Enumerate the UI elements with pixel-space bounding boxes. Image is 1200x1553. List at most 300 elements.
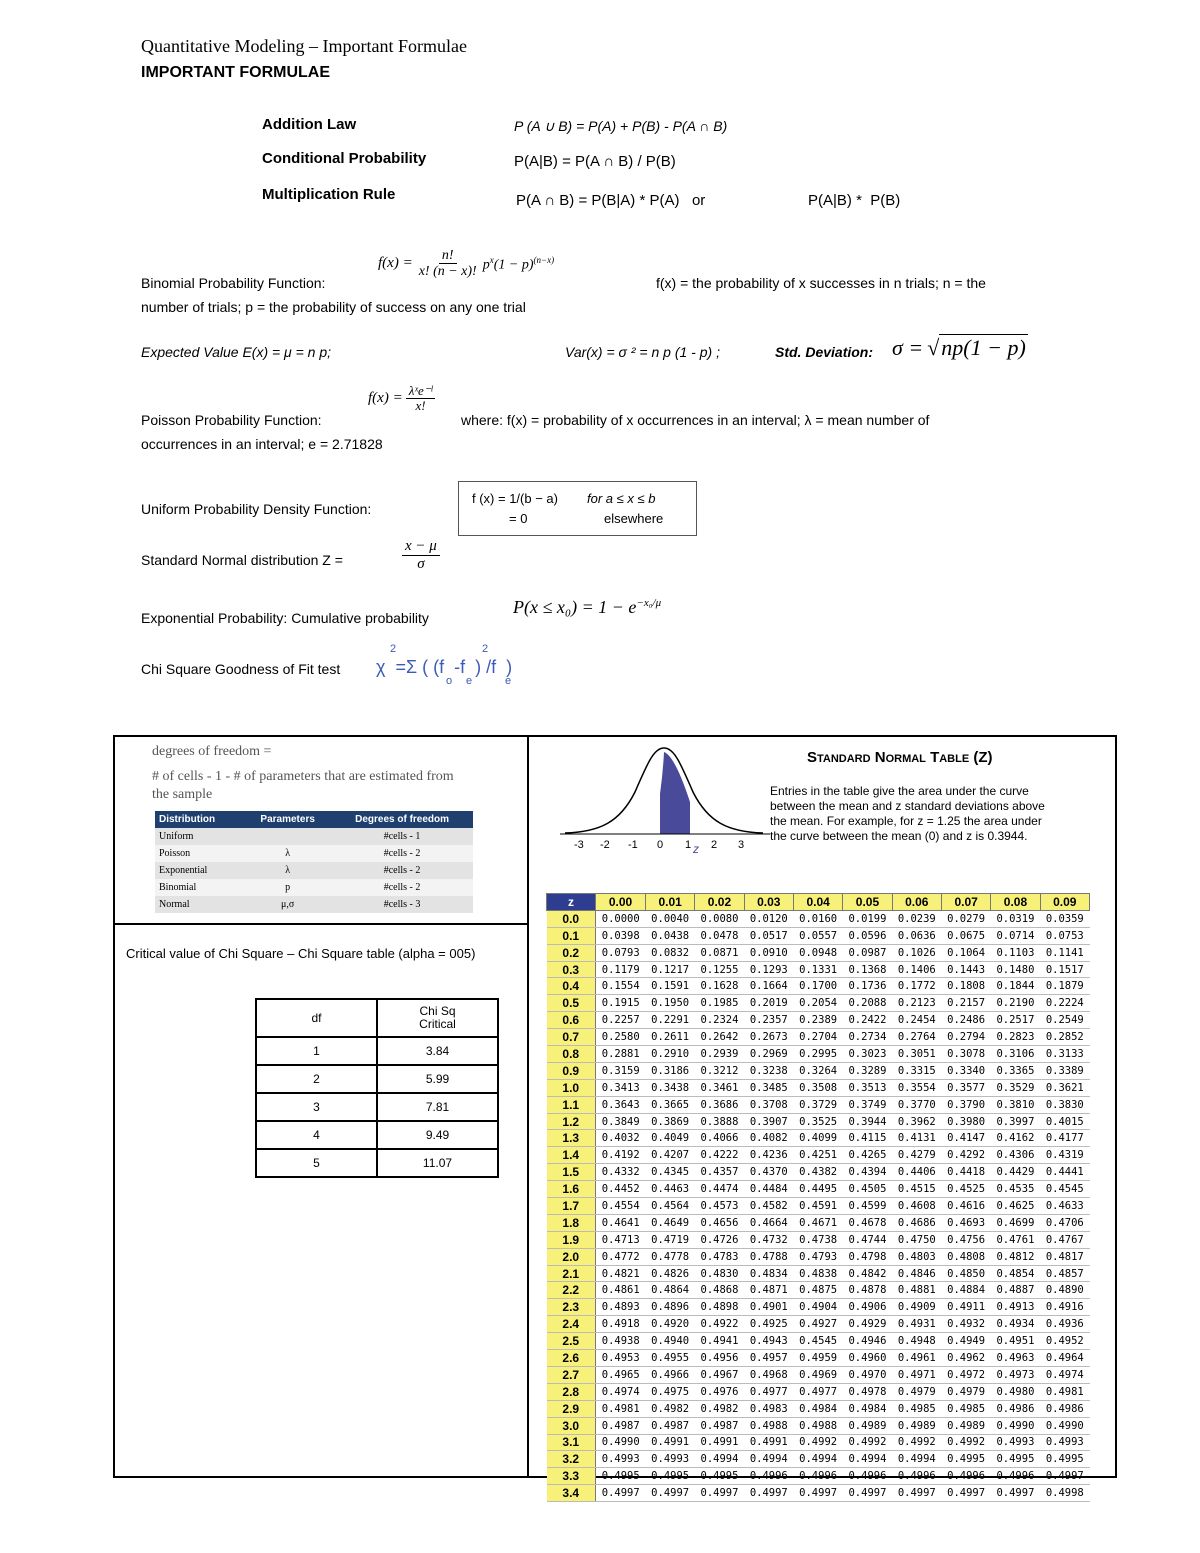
- table-row: [547, 1012, 1090, 1029]
- z-cell: 0.1217: [645, 961, 694, 978]
- z-cell: 0.0478: [695, 927, 744, 944]
- z-cell: 0.4974: [596, 1383, 646, 1400]
- table-row: 3 7.81: [256, 1093, 498, 1121]
- z-cell: 0.4960: [843, 1350, 892, 1367]
- z-cell: 0.4871: [744, 1282, 793, 1299]
- z-cell: 0.4957: [744, 1350, 793, 1367]
- z-cell: 0.2910: [645, 1046, 694, 1063]
- z-cell: 0.2549: [1040, 1012, 1089, 1029]
- chisq-sub-e1: e: [466, 675, 473, 687]
- table-row: 5 11.07: [256, 1149, 498, 1177]
- table-row: [547, 1366, 1090, 1383]
- z-cell: 0.4997: [941, 1485, 990, 1502]
- addition-law-label: Addition Law: [262, 116, 357, 133]
- z-cell: 0.4972: [941, 1366, 990, 1383]
- z-cell: 0.4988: [744, 1417, 793, 1434]
- z-cell: 0.1879: [1040, 978, 1089, 995]
- chisq-sub-o: o: [446, 675, 453, 687]
- z-row-label: 3.1: [547, 1434, 596, 1451]
- z-cell: 0.4878: [843, 1282, 892, 1299]
- z-table: [546, 893, 1090, 1502]
- table-row: [547, 1282, 1090, 1299]
- z-cell: 0.1950: [645, 995, 694, 1012]
- chi-table-header: df Chi Sq Critical: [256, 999, 498, 1037]
- exponential-formula: $P(x \le x_0) = 1 - e^{-x_0/\mu}$: [513, 597, 662, 617]
- z-cell: 0.2995: [793, 1046, 842, 1063]
- z-cell: 0.3159: [596, 1062, 646, 1079]
- z-cell: 0.4925: [744, 1316, 793, 1333]
- z-cell: 0.2054: [793, 995, 842, 1012]
- z-cell: 0.4656: [695, 1214, 744, 1231]
- z-cell: 0.4082: [744, 1130, 793, 1147]
- z-cell: 0.2454: [892, 1012, 941, 1029]
- z-cell: 0.3888: [695, 1113, 744, 1130]
- z-cell: 0.4992: [892, 1434, 941, 1451]
- z-cell: 0.4997: [744, 1485, 793, 1502]
- z-cell: 0.0000: [596, 910, 646, 927]
- z-cell: 0.2611: [645, 1029, 694, 1046]
- table-row: 1 3.84: [256, 1037, 498, 1065]
- z-cell: 0.4693: [941, 1214, 990, 1231]
- table-row: [547, 978, 1090, 995]
- z-cell: 0.4345: [645, 1164, 694, 1181]
- z-cell: 0.4995: [1040, 1451, 1089, 1468]
- z-cell: 0.2291: [645, 1012, 694, 1029]
- z-corner: z: [547, 894, 596, 911]
- z-cell: 0.4994: [744, 1451, 793, 1468]
- z-cell: 0.4429: [991, 1164, 1040, 1181]
- z-cell: 0.4850: [941, 1265, 990, 1282]
- z-cell: 0.4664: [744, 1214, 793, 1231]
- z-cell: 0.4931: [892, 1316, 941, 1333]
- z-cell: 0.4616: [941, 1198, 990, 1215]
- z-cell: 0.0279: [941, 910, 990, 927]
- z-cell: 0.4744: [843, 1231, 892, 1248]
- z-cell: 0.4066: [695, 1130, 744, 1147]
- binomial-label: Binomial Probability Function:: [141, 275, 326, 291]
- z-cell: 0.0832: [645, 944, 694, 961]
- z-cell: 0.1179: [596, 961, 646, 978]
- table-row: [547, 1046, 1090, 1063]
- std-deviation-formula: σ = √ np(1 − p): [892, 334, 1026, 360]
- table-row: 4 9.49: [256, 1121, 498, 1149]
- z-cell: 0.4929: [843, 1316, 892, 1333]
- z-cell: 0.4997: [645, 1485, 694, 1502]
- z-cell: 0.1026: [892, 944, 941, 961]
- z-cell: 0.4922: [695, 1316, 744, 1333]
- z-cell: 0.2422: [843, 1012, 892, 1029]
- z-cell: 0.1293: [744, 961, 793, 978]
- z-cell: 0.4985: [941, 1400, 990, 1417]
- z-cell: 0.3643: [596, 1096, 646, 1113]
- z-cell: 0.3577: [941, 1079, 990, 1096]
- table-row: 2 5.99: [256, 1065, 498, 1093]
- z-cell: 0.4803: [892, 1248, 941, 1265]
- z-row-label: 1.4: [547, 1147, 596, 1164]
- z-cell: 0.4319: [1040, 1147, 1089, 1164]
- z-cell: 0.4985: [892, 1400, 941, 1417]
- dof-line-3: the sample: [152, 787, 213, 802]
- z-cell: 0.4738: [793, 1231, 842, 1248]
- z-row-label: 1.5: [547, 1164, 596, 1181]
- binomial-formula: [378, 248, 554, 280]
- z-row-label: 1.1: [547, 1096, 596, 1113]
- z-cell: 0.1064: [941, 944, 990, 961]
- z-cell: 0.2157: [941, 995, 990, 1012]
- z-cell: 0.3438: [645, 1079, 694, 1096]
- z-cell: 0.4633: [1040, 1198, 1089, 1215]
- z-cell: 0.2734: [843, 1029, 892, 1046]
- z-cell: 0.4554: [596, 1198, 646, 1215]
- z-cell: 0.4906: [843, 1299, 892, 1316]
- z-cell: 0.4761: [991, 1231, 1040, 1248]
- z-cell: 0.4989: [941, 1417, 990, 1434]
- z-row-label: 1.2: [547, 1113, 596, 1130]
- z-cell: 0.4505: [843, 1181, 892, 1198]
- table-row: [547, 1434, 1090, 1451]
- z-cell: 0.4846: [892, 1265, 941, 1282]
- chisq-fit-formula: χ =Σ ( (f -f ) /f ): [376, 657, 513, 677]
- z-cell: 0.4842: [843, 1265, 892, 1282]
- z-row-label: 0.0: [547, 910, 596, 927]
- table-row: [547, 1468, 1090, 1485]
- z-cell: 0.4441: [1040, 1164, 1089, 1181]
- z-cell: 0.4884: [941, 1282, 990, 1299]
- z-row-label: 0.6: [547, 1012, 596, 1029]
- variance: Var(x) = σ ² = n p (1 - p) ;: [565, 344, 720, 360]
- z-cell: 0.3212: [695, 1062, 744, 1079]
- z-cell: 0.4131: [892, 1130, 941, 1147]
- z-cell: 0.3729: [793, 1096, 842, 1113]
- z-cell: 0.0675: [941, 927, 990, 944]
- z-cell: 0.4726: [695, 1231, 744, 1248]
- z-cell: 0.4938: [596, 1333, 646, 1350]
- z-cell: 0.3790: [941, 1096, 990, 1113]
- normal-curve-figure: [560, 742, 770, 854]
- z-cell: 0.4292: [941, 1147, 990, 1164]
- z-cell: 0.3023: [843, 1046, 892, 1063]
- z-cell: 0.3980: [941, 1113, 990, 1130]
- dof-table: [155, 811, 473, 913]
- z-cell: 0.4997: [1040, 1468, 1089, 1485]
- z-cell: 0.0199: [843, 910, 892, 927]
- binomial-tail: $p^x(1 - p)^{(n-x)}$: [482, 254, 555, 273]
- table-row: Exponential λ #cells - 2: [155, 862, 473, 879]
- table-row: Normal μ,σ #cells - 3: [155, 896, 473, 913]
- z-cell: 0.3508: [793, 1079, 842, 1096]
- z-cell: 0.4990: [991, 1417, 1040, 1434]
- z-cell: 0.4963: [991, 1350, 1040, 1367]
- z-row-label: 0.3: [547, 961, 596, 978]
- z-cell: 0.4934: [991, 1316, 1040, 1333]
- z-cell: 0.4994: [892, 1451, 941, 1468]
- z-cell: 0.3513: [843, 1079, 892, 1096]
- z-cell: 0.4474: [695, 1181, 744, 1198]
- panel-divider-horizontal: [115, 923, 527, 925]
- table-row: Binomial p #cells - 2: [155, 879, 473, 896]
- z-cell: 0.4987: [645, 1417, 694, 1434]
- z-cell: 0.4982: [645, 1400, 694, 1417]
- z-cell: 0.4994: [793, 1451, 842, 1468]
- z-cell: 0.4973: [991, 1366, 1040, 1383]
- z-cell: 0.4997: [892, 1485, 941, 1502]
- z-cell: 0.0120: [744, 910, 793, 927]
- z-cell: 0.3186: [645, 1062, 694, 1079]
- z-table-description: Entries in the table give the area under the curve between the mean and z standard deviations above the mean. For example, for z = 1.25 the area under the curve between the mean (0) and z is 0.3944.: [770, 784, 1045, 843]
- z-cell: 0.4997: [695, 1485, 744, 1502]
- z-cell: 0.4941: [695, 1333, 744, 1350]
- z-cell: 0.0793: [596, 944, 646, 961]
- z-cell: 0.4545: [793, 1333, 842, 1350]
- z-cell: 0.3554: [892, 1079, 941, 1096]
- z-cell: 0.1628: [695, 978, 744, 995]
- z-cell: 0.4699: [991, 1214, 1040, 1231]
- z-cell: 0.4995: [941, 1451, 990, 1468]
- z-cell: 0.4890: [1040, 1282, 1089, 1299]
- chisq-sub-e2: e: [505, 675, 512, 687]
- z-cell: 0.2794: [941, 1029, 990, 1046]
- z-cell: 0.4996: [793, 1468, 842, 1485]
- z-cell: 0.2019: [744, 995, 793, 1012]
- z-cell: 0.0359: [1040, 910, 1089, 927]
- z-cell: 0.4896: [645, 1299, 694, 1316]
- table-row: [547, 1164, 1090, 1181]
- z-cell: 0.4996: [843, 1468, 892, 1485]
- z-cell: 0.4783: [695, 1248, 744, 1265]
- z-cell: 0.4756: [941, 1231, 990, 1248]
- z-cell: 0.4564: [645, 1198, 694, 1215]
- z-cell: 0.0398: [596, 927, 646, 944]
- z-cell: 0.4961: [892, 1350, 941, 1367]
- z-cell: 0.4987: [596, 1417, 646, 1434]
- z-cell: 0.1736: [843, 978, 892, 995]
- z-row-label: 2.0: [547, 1248, 596, 1265]
- z-cell: 0.1406: [892, 961, 941, 978]
- multiplication-rule-label: Multiplication Rule: [262, 186, 396, 203]
- z-cell: 0.4952: [1040, 1333, 1089, 1350]
- z-cell: 0.4147: [941, 1130, 990, 1147]
- z-cell: 0.4984: [843, 1400, 892, 1417]
- z-row-label: 2.1: [547, 1265, 596, 1282]
- z-cell: 0.0239: [892, 910, 941, 927]
- z-cell: 0.4991: [645, 1434, 694, 1451]
- z-cell: 0.4525: [941, 1181, 990, 1198]
- z-cell: 0.3665: [645, 1096, 694, 1113]
- z-cell: 0.2852: [1040, 1029, 1089, 1046]
- z-cell: 0.4750: [892, 1231, 941, 1248]
- z-cell: 0.4968: [744, 1366, 793, 1383]
- z-cell: 0.0040: [645, 910, 694, 927]
- normal-label: Standard Normal distribution Z =: [141, 552, 343, 568]
- axis-tick-label: 1: [685, 839, 692, 851]
- table-row: [547, 1214, 1090, 1231]
- z-cell: 0.1331: [793, 961, 842, 978]
- z-cell: 0.4049: [645, 1130, 694, 1147]
- z-cell: 0.4418: [941, 1164, 990, 1181]
- z-cell: 0.1772: [892, 978, 941, 995]
- z-cell: 0.4962: [941, 1350, 990, 1367]
- z-cell: 0.1700: [793, 978, 842, 995]
- z-row-label: 1.3: [547, 1130, 596, 1147]
- z-cell: 0.4997: [793, 1485, 842, 1502]
- binomial-desc-1: f(x) = the probability of x successes in n trials; n = the: [656, 275, 986, 291]
- z-table-title: Standard Normal Table (Z): [807, 749, 993, 766]
- axis-tick-label: -1: [628, 839, 638, 851]
- z-cell: 0.3869: [645, 1113, 694, 1130]
- z-cell: 0.4115: [843, 1130, 892, 1147]
- table-row: [547, 1400, 1090, 1417]
- z-cell: 0.4996: [744, 1468, 793, 1485]
- chisq-fit-label: Chi Square Goodness of Fit test: [141, 661, 341, 677]
- z-cell: 0.1480: [991, 961, 1040, 978]
- z-row-label: 0.2: [547, 944, 596, 961]
- z-table-body: [547, 910, 1090, 1501]
- z-cell: 0.3078: [941, 1046, 990, 1063]
- z-cell: 0.4981: [1040, 1383, 1089, 1400]
- z-cell: 0.4279: [892, 1147, 941, 1164]
- z-cell: 0.4306: [991, 1147, 1040, 1164]
- z-cell: 0.4826: [645, 1265, 694, 1282]
- axis-tick-label: 3: [738, 839, 745, 851]
- z-cell: 0.2939: [695, 1046, 744, 1063]
- z-cell: 0.4956: [695, 1350, 744, 1367]
- z-cell: 0.4099: [793, 1130, 842, 1147]
- z-table-header: z 0.00 0.01 0.02 0.03 0.04 0.05 0.06 0.07 0.08 0.09: [547, 894, 1090, 911]
- z-cell: 0.4997: [843, 1485, 892, 1502]
- table-row: [547, 1062, 1090, 1079]
- z-cell: 0.4767: [1040, 1231, 1089, 1248]
- z-cell: 0.3238: [744, 1062, 793, 1079]
- z-cell: 0.0636: [892, 927, 941, 944]
- z-cell: 0.0871: [695, 944, 744, 961]
- z-cell: 0.4971: [892, 1366, 941, 1383]
- z-cell: 0.4332: [596, 1164, 646, 1181]
- z-cell: 0.4966: [645, 1366, 694, 1383]
- dof-line-1: degrees of freedom =: [152, 744, 272, 759]
- z-cell: 0.4955: [645, 1350, 694, 1367]
- z-cell: 0.2486: [941, 1012, 990, 1029]
- z-cell: 0.4995: [645, 1468, 694, 1485]
- z-cell: 0.2224: [1040, 995, 1089, 1012]
- multiplication-rule-formula-alt: P(A|B) * P(B): [808, 192, 901, 209]
- z-cell: 0.1368: [843, 961, 892, 978]
- z-cell: 0.2823: [991, 1029, 1040, 1046]
- z-cell: 0.4916: [1040, 1299, 1089, 1316]
- z-cell: 0.4788: [744, 1248, 793, 1265]
- z-cell: 0.4582: [744, 1198, 793, 1215]
- z-cell: 0.4986: [991, 1400, 1040, 1417]
- z-cell: 0.4946: [843, 1333, 892, 1350]
- z-cell: 0.4994: [843, 1451, 892, 1468]
- z-marker: z: [693, 842, 699, 854]
- z-cell: 0.4545: [1040, 1181, 1089, 1198]
- z-cell: 0.3907: [744, 1113, 793, 1130]
- z-cell: 0.4974: [1040, 1366, 1089, 1383]
- z-cell: 0.4979: [892, 1383, 941, 1400]
- z-cell: 0.4989: [843, 1417, 892, 1434]
- z-cell: 0.3944: [843, 1113, 892, 1130]
- z-cell: 0.1443: [941, 961, 990, 978]
- z-cell: 0.4772: [596, 1248, 646, 1265]
- z-cell: 0.4991: [695, 1434, 744, 1451]
- z-cell: 0.0596: [843, 927, 892, 944]
- z-cell: 0.4990: [596, 1434, 646, 1451]
- z-cell: 0.2881: [596, 1046, 646, 1063]
- normal-fraction: $\frac{x - \mu}{\sigma}$: [402, 538, 440, 572]
- z-cell: 0.3461: [695, 1079, 744, 1096]
- chisq-sup-2: 2: [482, 643, 489, 655]
- z-row-label: 1.9: [547, 1231, 596, 1248]
- z-cell: 0.4192: [596, 1147, 646, 1164]
- z-cell: 0.4993: [596, 1451, 646, 1468]
- z-cell: 0.3340: [941, 1062, 990, 1079]
- z-cell: 0.4732: [744, 1231, 793, 1248]
- z-cell: 0.3051: [892, 1046, 941, 1063]
- z-cell: 0.4821: [596, 1265, 646, 1282]
- z-cell: 0.4177: [1040, 1130, 1089, 1147]
- z-cell: 0.2704: [793, 1029, 842, 1046]
- z-cell: 0.4854: [991, 1265, 1040, 1282]
- z-cell: 0.4887: [991, 1282, 1040, 1299]
- z-cell: 0.2389: [793, 1012, 842, 1029]
- z-cell: 0.4817: [1040, 1248, 1089, 1265]
- z-cell: 0.4991: [744, 1434, 793, 1451]
- z-cell: 0.1554: [596, 978, 646, 995]
- z-cell: 0.0910: [744, 944, 793, 961]
- shaded-area: [660, 752, 690, 834]
- z-cell: 0.3264: [793, 1062, 842, 1079]
- z-cell: 0.2324: [695, 1012, 744, 1029]
- z-cell: 0.4857: [1040, 1265, 1089, 1282]
- z-cell: 0.4932: [941, 1316, 990, 1333]
- z-cell: 0.3413: [596, 1079, 646, 1096]
- z-cell: 0.4394: [843, 1164, 892, 1181]
- dof-line-2: # of cells - 1 - # of parameters that are estimated from: [152, 769, 454, 784]
- z-cell: 0.1915: [596, 995, 646, 1012]
- z-cell: 0.4976: [695, 1383, 744, 1400]
- z-cell: 0.4993: [1040, 1434, 1089, 1451]
- z-cell: 0.4993: [645, 1451, 694, 1468]
- z-cell: 0.4162: [991, 1130, 1040, 1147]
- table-row: Uniform #cells - 1: [155, 828, 473, 845]
- z-cell: 0.4864: [645, 1282, 694, 1299]
- z-cell: 0.4207: [645, 1147, 694, 1164]
- table-row: [547, 944, 1090, 961]
- z-cell: 0.4986: [1040, 1400, 1089, 1417]
- z-row-label: 2.2: [547, 1282, 596, 1299]
- uniform-label: Uniform Probability Density Function:: [141, 501, 372, 517]
- z-cell: 0.4949: [941, 1333, 990, 1350]
- z-cell: 0.4948: [892, 1333, 941, 1350]
- table-row: [547, 1079, 1090, 1096]
- z-cell: 0.4987: [695, 1417, 744, 1434]
- table-row: [547, 1350, 1090, 1367]
- z-cell: 0.3749: [843, 1096, 892, 1113]
- z-cell: 0.0753: [1040, 927, 1089, 944]
- conditional-probability-label: Conditional Probability: [262, 150, 427, 167]
- z-cell: 0.4599: [843, 1198, 892, 1215]
- z-cell: 0.4236: [744, 1147, 793, 1164]
- z-cell: 0.4649: [645, 1214, 694, 1231]
- z-cell: 0.3525: [793, 1113, 842, 1130]
- z-cell: 0.4608: [892, 1198, 941, 1215]
- z-row-label: 0.7: [547, 1029, 596, 1046]
- z-cell: 0.4904: [793, 1299, 842, 1316]
- poisson-desc-1: where: f(x) = probability of x occurrences in an interval; λ = mean number of: [461, 412, 930, 428]
- z-cell: 0.1591: [645, 978, 694, 995]
- page-title: Quantitative Modeling – Important Formulae: [141, 36, 467, 56]
- z-cell: 0.4977: [793, 1383, 842, 1400]
